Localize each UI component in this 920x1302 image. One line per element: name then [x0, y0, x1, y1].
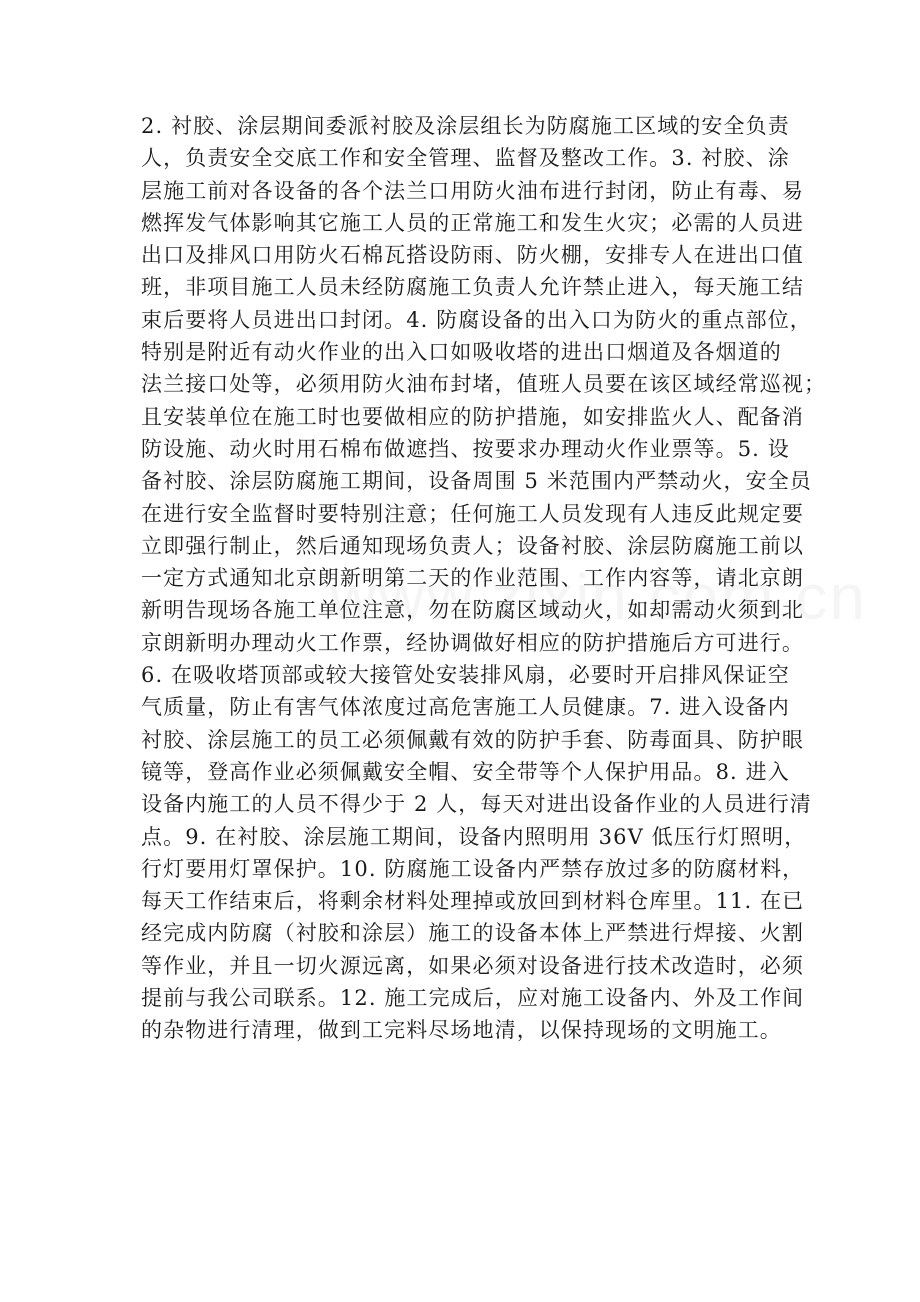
- text-line: 的杂物进行清理，做到工完料尽场地清，以保持现场的文明施工。: [141, 1018, 782, 1043]
- text-line: 点。9. 在衬胶、涂层施工期间，设备内照明用 36V 低压行灯照明，: [141, 824, 807, 849]
- text-line: 6. 在吸收塔顶部或较大接管处安装排风扇，必要时开启排风保证空: [141, 663, 790, 688]
- document-body: [141, 110, 827, 1047]
- text-line: 行灯要用灯罩保护。10. 防腐施工设备内严禁存放过多的防腐材料，: [141, 856, 805, 881]
- text-line: 备衬胶、涂层防腐施工期间，设备周围 5 米范围内严禁动火，安全员: [141, 469, 812, 494]
- text-line: 2. 衬胶、涂层期间委派衬胶及涂层组长为防腐施工区域的安全负责: [141, 114, 790, 138]
- text-line: 新明告现场各施工单位注意，勿在防腐区域动火，如却需动火须到北: [141, 598, 804, 623]
- text-line: 京朗新明办理动火工作票，经协调做好相应的防护措施后方可进行。: [141, 630, 804, 655]
- text-line: 出口及排风口用防火石棉瓦搭设防雨、防火棚，安排专人在进出口值: [141, 243, 804, 268]
- text-line: 立即强行制止，然后通知现场负责人；设备衬胶、涂层防腐施工前以: [141, 533, 804, 558]
- text-line: 燃挥发气体影响其它施工人员的正常施工和发生火灾；必需的人员进: [141, 210, 804, 235]
- text-line: 气质量，防止有害气体浓度过高危害施工人员健康。7. 进入设备内: [141, 695, 790, 720]
- text-line: 衬胶、涂层施工的员工必须佩戴有效的防护手套、防毒面具、防护眼: [141, 727, 804, 752]
- text-line: 等作业，并且一切火源远离，如果必须对设备进行技术改造时，必须: [141, 953, 804, 978]
- text-line: 束后要将人员进出口封闭。4. 防腐设备的出入口为防火的重点部位，: [141, 307, 812, 332]
- text-line: 镜等，登高作业必须佩戴安全帽、安全带等个人保护用品。8. 进入: [141, 759, 790, 784]
- text-line: 法兰接口处等，必须用防火油布封堵，值班人员要在该区域经常巡视；: [141, 372, 827, 397]
- text-line: 经完成内防腐（衬胶和涂层）施工的设备本体上严禁进行焊接、火割: [141, 921, 804, 946]
- text-line: 班，非项目施工人员未经防腐施工负责人允许禁止进入，每天施工结: [141, 275, 804, 300]
- text-line: 在进行安全监督时要特别注意；任何施工人员发现有人违反此规定要: [141, 501, 804, 526]
- text-line: 每天工作结束后，将剩余材料处理掉或放回到材料仓库里。11. 在已: [141, 889, 805, 914]
- text-line: 人，负责安全交底工作和安全管理、监督及整改工作。3. 衬胶、涂: [141, 146, 790, 171]
- text-line: 层施工前对各设备的各个法兰口用防火油布进行封闭，防止有毒、易: [141, 178, 804, 203]
- text-line: 提前与我公司联系。12. 施工完成后，应对施工设备内、外及工作间: [141, 986, 805, 1011]
- text-line: 设备内施工的人员不得少于 2 人，每天对进出设备作业的人员进行清: [141, 792, 812, 817]
- text-line: 一定方式通知北京朗新明第二天的作业范围、工作内容等，请北京朗: [141, 566, 804, 591]
- text-line: 且安装单位在施工时也要做相应的防护措施，如安排监火人、配备消: [141, 404, 804, 429]
- text-line: 特别是附近有动火作业的出入口如吸收塔的进出口烟道及各烟道的: [141, 340, 782, 365]
- text-line: 防设施、动火时用石棉布做遮挡、按要求办理动火作业票等。5. 设: [141, 436, 790, 461]
